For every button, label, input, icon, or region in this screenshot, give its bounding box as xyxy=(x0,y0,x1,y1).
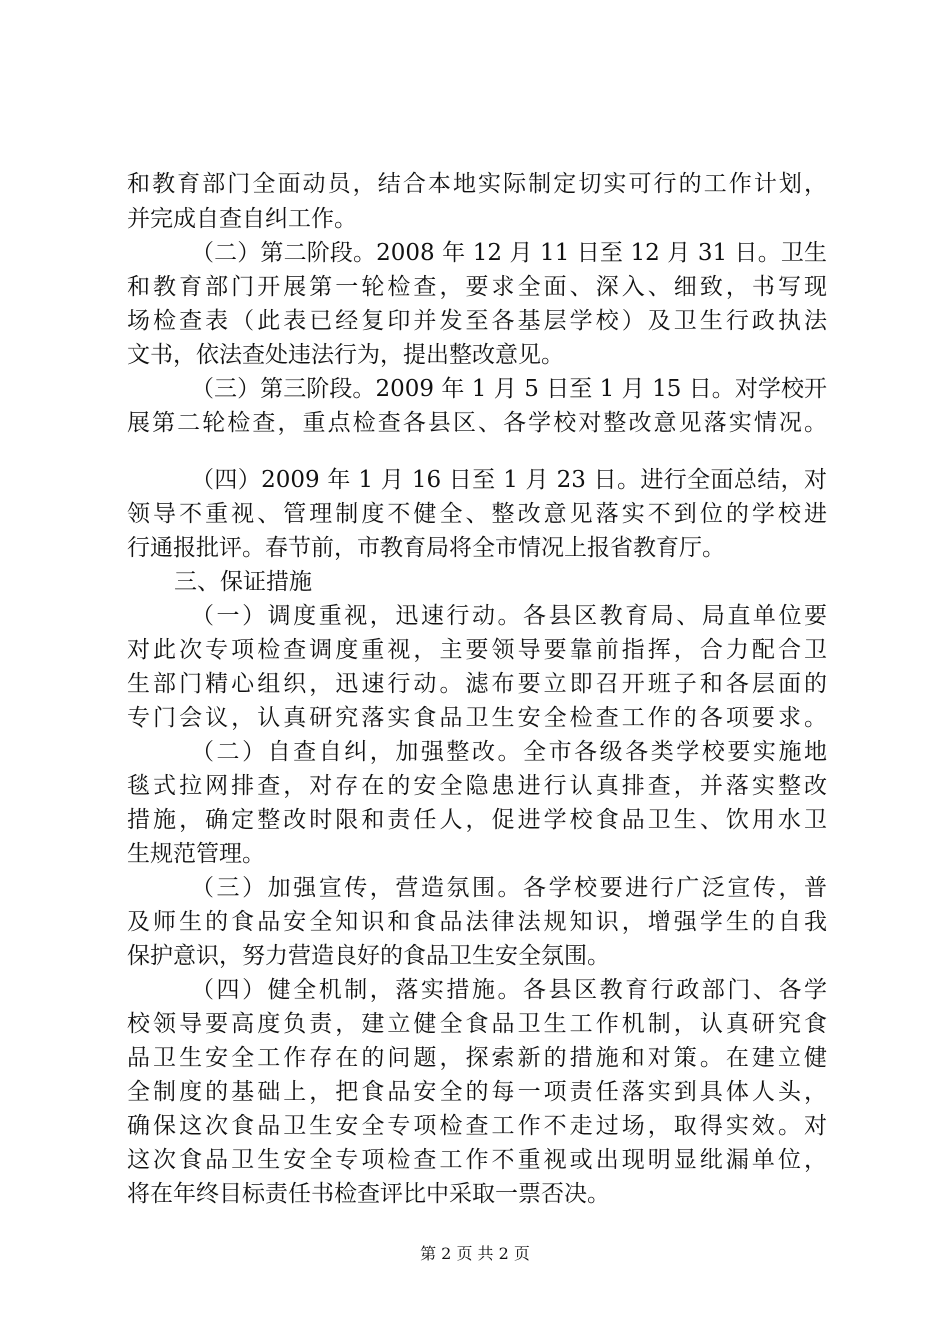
text-line: 保护意识，努力营造良好的食品卫生安全氛围。 xyxy=(127,943,610,969)
text-line: （四）2009 年 1 月 16 日至 1 月 23 日。进行全面总结，对 xyxy=(191,467,827,493)
section-heading: 三、保证措施 xyxy=(174,569,312,595)
text-line: 品卫生安全工作存在的问题，探索新的措施和对策。在建立健 xyxy=(127,1045,827,1071)
text-line: 措施，确定整改时限和责任人，促进学校食品卫生、饮用水卫 xyxy=(127,807,827,833)
text-line: 展第二轮检查，重点检查各县区、各学校对整改意见落实情况。 xyxy=(127,410,827,436)
text-line: 专门会议，认真研究落实食品卫生安全检查工作的各项要求。 xyxy=(127,705,827,731)
text-line: 校领导要高度负责，建立健全食品卫生工作机制，认真研究食 xyxy=(127,1011,827,1037)
text-line: （四）健全机制，落实措施。各县区教育行政部门、各学 xyxy=(191,977,827,1003)
text-line: 文书，依法查处违法行为，提出整改意见。 xyxy=(127,342,564,368)
text-line: 确保这次食品卫生安全专项检查工作不走过场，取得实效。对 xyxy=(127,1113,827,1139)
text-line: 并完成自查自纠工作。 xyxy=(127,206,357,232)
text-line: （一）调度重视，迅速行动。各县区教育局、局直单位要 xyxy=(191,603,827,629)
text-line: 将在年终目标责任书检查评比中采取一票否决。 xyxy=(127,1181,610,1207)
page-footer: 第 2 页 共 2 页 xyxy=(420,1244,530,1263)
text-line: 这次食品卫生安全专项检查工作不重视或出现明显纰漏单位， xyxy=(127,1147,827,1173)
text-line: （三）第三阶段。2009 年 1 月 5 日至 1 月 15 日。对学校开 xyxy=(191,376,827,402)
text-line: 毯式拉网排查，对存在的安全隐患进行认真排查，并落实整改 xyxy=(127,773,827,799)
text-line: （二）第二阶段。2008 年 12 月 11 日至 12 月 31 日。卫生 xyxy=(191,240,827,266)
text-line: 生部门精心组织，迅速行动。滤布要立即召开班子和各层面的 xyxy=(127,671,827,697)
text-line: 及师生的食品安全知识和食品法律法规知识，增强学生的自我 xyxy=(127,909,827,935)
text-line: 场检查表（此表已经复印并发至各基层学校）及卫生行政执法 xyxy=(127,308,827,334)
text-line: 对此次专项检查调度重视，主要领导要靠前指挥，合力配合卫 xyxy=(127,637,827,663)
text-line: 和教育部门开展第一轮检查，要求全面、深入、细致，书写现 xyxy=(127,274,827,300)
text-line: 和教育部门全面动员，结合本地实际制定切实可行的工作计划， xyxy=(127,171,827,197)
text-line: 领导不重视、管理制度不健全、整改意见落实不到位的学校进 xyxy=(127,501,827,527)
text-line: 全制度的基础上，把食品安全的每一项责任落实到具体人头， xyxy=(127,1079,827,1105)
text-line: （二）自查自纠，加强整改。全市各级各类学校要实施地 xyxy=(191,739,827,765)
text-line: （三）加强宣传，营造氛围。各学校要进行广泛宣传，普 xyxy=(191,875,827,901)
text-line: 生规范管理。 xyxy=(127,841,265,867)
text-line: 行通报批评。春节前，市教育局将全市情况上报省教育厅。 xyxy=(127,535,725,561)
